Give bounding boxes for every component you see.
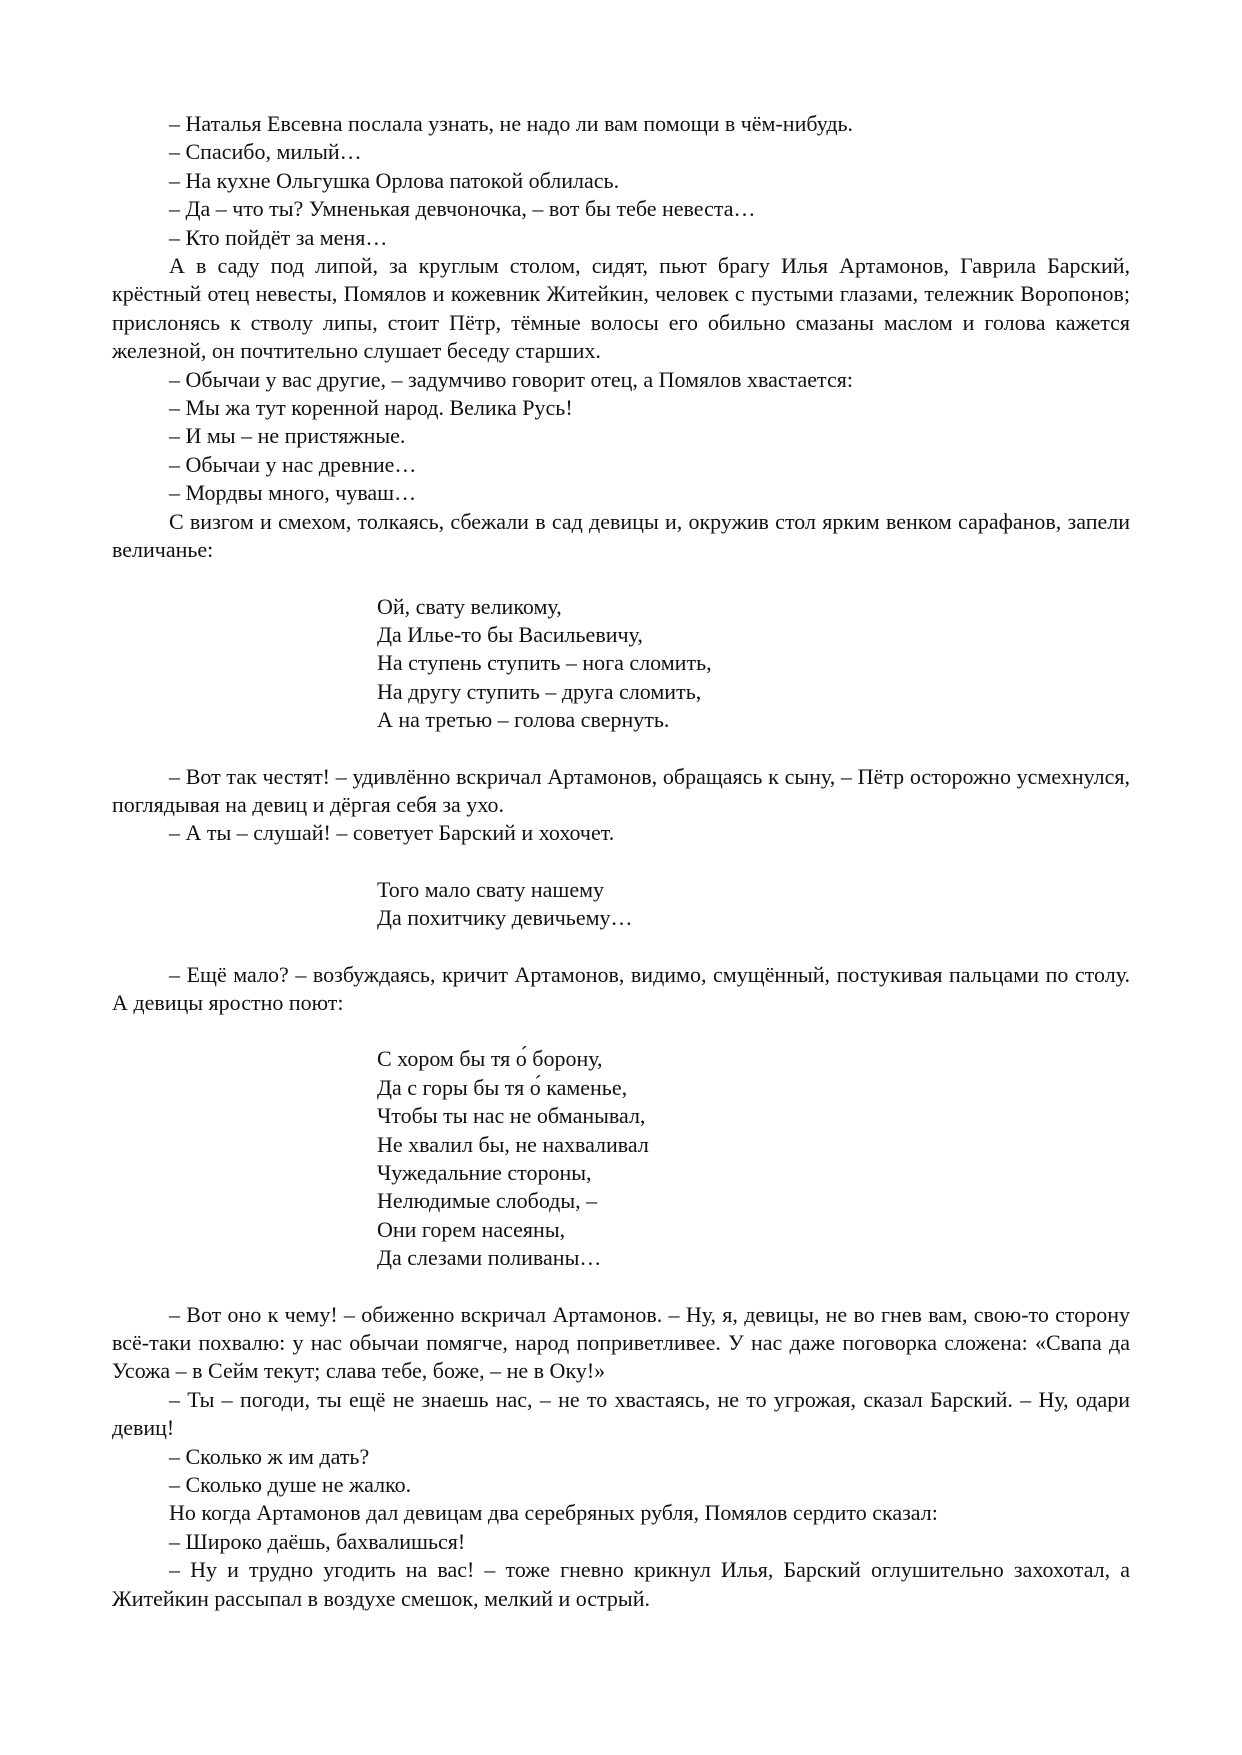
verse-line: Того мало свату нашему [377,876,605,902]
paragraph: – А ты – слушай! – советует Барский и хохочет. [169,820,615,846]
paragraph: – На кухне Ольгушка Орлова патокой облилась. [169,167,620,193]
paragraph: С визгом и смехом, толкаясь, сбежали в сад девицы и, окружив стол ярким венком сарафанов, запели величанье: [112,508,1130,563]
verse-line: Да слезами поливаны… [377,1245,602,1271]
paragraph: – Наталья Евсевна послала узнать, не надо ли вам помощи в чём-нибудь. [169,111,854,136]
paragraph: А в саду под липой, за круглым столом, сидят, пьют брагу Илья Артамонов, Гаврила Барский, крёстный отец невесты, Помялов и кожевник Житейкин, человек с пустыми глазами, тележник Воропонов; прислонясь к стволу липы, стоит Пётр, тёмные волосы его обильно смазаны маслом и голова кажется железной, он почтительно слушает беседу старших. [112,253,1130,364]
paragraph: – Спасибо, милый… [169,139,362,165]
document-page [112,110,1130,1613]
verse-line: Чтобы ты нас не обманывал, [377,1103,646,1129]
verse-line: Не хвалил бы, не нахваливал [377,1131,649,1157]
verse-line: Ой, свату великому, [377,593,562,619]
verse-line: Да похитчику девичьему… [377,905,633,931]
verse-stanza [377,593,1130,735]
verse-line: Чужедальние стороны, [377,1160,592,1185]
verse-line: С хором бы тя о́ борону, [377,1046,603,1072]
verse-line: Нелюдимые слободы, – [377,1188,598,1214]
verse-stanza [377,1045,1130,1272]
verse-stanza [377,876,1130,933]
paragraph: – Сколько ж им дать? [169,1443,370,1469]
verse-line: Да Илье-то бы Васильевичу, [377,621,643,647]
paragraph: – Сколько душе не жалко. [169,1472,412,1498]
paragraph: Но когда Артамонов дал девицам два серебряных рубля, Помялов сердито сказал: [169,1500,938,1526]
verse-line: На ступень ступить – нога сломить, [377,650,712,676]
paragraph: – Вот оно к чему! – обиженно вскричал Артамонов. – Ну, я, девицы, не во гнев вам, свою-то сторону всё-таки похвалю: у нас обычаи помягче, народ поприветливее. У нас даже поговорка сложена: «Свапа да Усожа – в Сейм текут; слава тебе, боже, – не в Оку!» [112,1301,1130,1384]
paragraph: – Ты – погоди, ты ещё не знаешь нас, – не то хвастаясь, не то угрожая, сказал Барский. – Ну, одари девиц! [112,1386,1130,1441]
verse-line: На другу ступить – друга сломить, [377,678,702,704]
paragraph: – Ещё мало? – возбуждаясь, кричит Артамонов, видимо, смущённый, постукивая пальцами по столу. А девицы яростно поют: [112,961,1130,1015]
paragraph: – И мы – не пристяжные. [169,423,406,449]
paragraph: – Ну и трудно угодить на вас! – тоже гневно крикнул Илья, Барский оглушительно захохотал, а Житейкин рассыпал в воздухе смешок, мелкий и острый. [112,1557,1130,1611]
paragraph: – Обычаи у нас древние… [169,451,417,477]
verse-line: Они горем насеяны, [377,1216,566,1242]
verse-line: А на третью – голова свернуть. [377,707,670,733]
paragraph: – Мы жа тут коренной народ. Велика Русь! [169,395,573,421]
paragraph: – Вот так честят! – удивлённо вскричал Артамонов, обращаясь к сыну, – Пётр осторожно усмехнулся, поглядывая на девиц и дёргая себя за ухо. [112,763,1130,817]
paragraph: – Обычаи у вас другие, – задумчиво говорит отец, а Помялов хвастается: [169,366,853,392]
paragraph: – Мордвы много, чуваш… [169,480,417,506]
verse-line: Да с горы бы тя о́ каменье, [377,1074,628,1100]
paragraph: – Широко даёшь, бахвалишься! [169,1528,466,1554]
paragraph: – Да – что ты? Умненькая девчоночка, – вот бы тебе невеста… [169,196,756,222]
paragraph: – Кто пойдёт за меня… [169,224,388,250]
